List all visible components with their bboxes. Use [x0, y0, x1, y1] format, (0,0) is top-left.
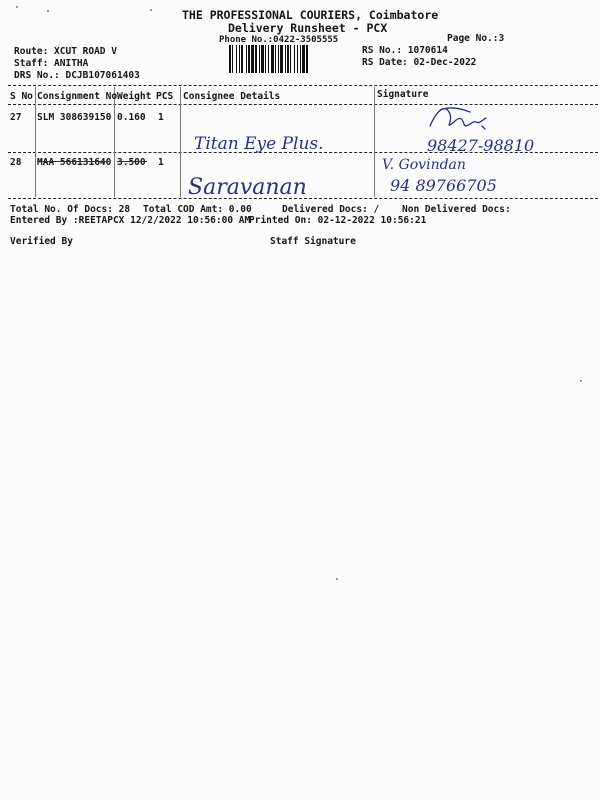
- strikethrough-line: [37, 161, 109, 162]
- entered-by: Entered By :REETAPCX 12/2/2022 10:56:00 AM: [10, 215, 251, 226]
- route-label: Route: XCUT ROAD V: [14, 46, 117, 57]
- svg-text:94 89766705: 94 89766705: [390, 176, 497, 195]
- barcode-bar: [265, 45, 266, 73]
- col-separator: [180, 87, 181, 197]
- barcode-bar: [241, 45, 243, 73]
- barcode-bar: [259, 45, 260, 73]
- barcode-bar: [248, 45, 250, 73]
- svg-text:Saravanan: Saravanan: [188, 175, 307, 200]
- rs-number: RS No.: 1070614: [362, 45, 448, 56]
- barcode-bar: [236, 45, 237, 73]
- scan-speck: [336, 578, 338, 580]
- col-header-pcs: PCS: [156, 91, 174, 102]
- staff-signature-label: Staff Signature: [270, 236, 356, 247]
- table-cell-weight: 3.500: [117, 157, 146, 168]
- barcode-bar: [261, 45, 264, 73]
- barcode-bar: [255, 45, 257, 73]
- col-header-consignment: Consignment No: [37, 91, 118, 102]
- barcode-bar: [251, 45, 254, 73]
- table-cell-consignment: SLM 308639150: [37, 112, 112, 123]
- table-cell-pcs: 1: [158, 112, 164, 123]
- staff-label: Staff: ANITHA: [14, 58, 89, 69]
- table-cell-sno: 27: [10, 112, 22, 123]
- drs-number: DRS No.: DCJB107061403: [14, 70, 140, 81]
- handwritten-consignee: [186, 170, 366, 204]
- table-header-rule: [8, 104, 598, 105]
- company-title: THE PROFESSIONAL COURIERS, Coimbatore: [182, 8, 439, 22]
- svg-text:V. Govindan: V. Govindan: [382, 157, 466, 173]
- barcode-bar: [229, 45, 231, 73]
- total-docs: Total No. Of Docs: 28: [10, 204, 131, 215]
- runsheet-title: Delivery Runsheet - PCX: [228, 21, 388, 35]
- barcode-bar: [271, 45, 274, 73]
- barcode-bar: [268, 45, 269, 73]
- barcode-bar: [290, 45, 291, 73]
- col-header-weight: Weight: [117, 91, 152, 102]
- barcode-bar: [302, 45, 305, 73]
- barcode-bar: [300, 45, 301, 73]
- barcode-bar: [294, 45, 295, 73]
- table-cell-consignment: MAA 566131640: [37, 157, 112, 168]
- scan-speck: [47, 10, 49, 12]
- barcode-bar: [306, 45, 308, 73]
- barcode-bar: [275, 45, 276, 73]
- table-cell-weight: 0.160: [117, 112, 146, 123]
- barcode-bar: [246, 45, 247, 73]
- col-separator: [374, 87, 375, 197]
- barcode-bar: [280, 45, 283, 73]
- barcode-bar: [297, 45, 298, 73]
- page-number: Page No.:3: [447, 33, 505, 44]
- delivered-docs: Delivered Docs: /: [282, 204, 380, 215]
- non-delivered-docs: Non Delivered Docs:: [402, 204, 511, 215]
- col-separator: [114, 87, 115, 197]
- rs-date: RS Date: 02-Dec-2022: [362, 57, 477, 68]
- barcode-bar: [278, 45, 279, 73]
- verified-by-label: Verified By: [10, 236, 73, 247]
- handwritten-phone: [388, 172, 548, 198]
- handwritten-consignee: [190, 128, 360, 156]
- barcode-bar: [239, 45, 240, 73]
- barcode-bar: [285, 45, 286, 73]
- total-cod: Total COD Amt: 0.00: [143, 204, 252, 215]
- col-header-signature: Signature: [377, 89, 429, 100]
- col-header-consignee: Consignee Details: [183, 91, 281, 102]
- printed-on: Printed On: 02-12-2022 10:56:21: [249, 215, 427, 226]
- scan-speck: [580, 380, 582, 382]
- barcode-bar: [287, 45, 289, 73]
- svg-text:Titan Eye Plus.: Titan Eye Plus.: [194, 134, 324, 154]
- barcode-bar: [232, 45, 233, 73]
- table-cell-pcs: 1: [158, 157, 164, 168]
- phone-number: Phone No.:0422-3505555: [219, 35, 339, 45]
- scan-speck: [16, 6, 18, 8]
- col-header-sno: S No: [10, 91, 33, 102]
- svg-text:98427-98810: 98427-98810: [427, 136, 535, 155]
- col-separator: [35, 87, 36, 197]
- table-top-rule: [8, 85, 598, 86]
- scan-speck: [150, 9, 152, 11]
- barcode: [229, 45, 355, 73]
- strikethrough-line: [117, 161, 147, 162]
- table-cell-sno: 28: [10, 157, 22, 168]
